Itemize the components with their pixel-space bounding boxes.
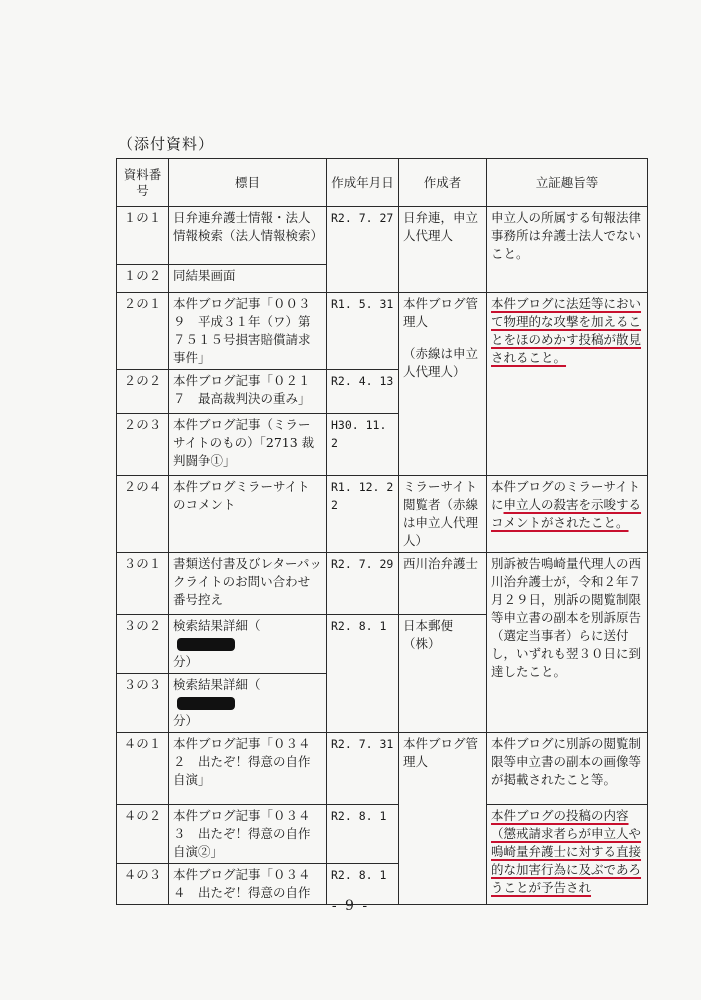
header-date: 作成年月日 — [327, 159, 399, 207]
row-purpose: 申立人の所属する旬報法律事務所は弁護士法人でないこと。 — [487, 207, 648, 293]
header-author: 作成者 — [399, 159, 487, 207]
row-date: R1. 12. 22 — [327, 476, 399, 553]
title-text-end: 分） — [173, 654, 199, 669]
row-purpose: 本件ブログに別訴の閲覧制限等申立書の副本の画像等が掲載されたこと等。 — [487, 733, 648, 805]
title-text: 検索結果詳細（ — [173, 618, 261, 633]
page-number: - 9 - — [331, 898, 370, 914]
row-num: １の１ — [117, 207, 169, 265]
row-num: ４の１ — [117, 733, 169, 805]
row-title: 本件ブログ記事「０３４２ 出たぞ！得意の自作自演」 — [169, 733, 327, 805]
row-title: 同結果画面 — [169, 265, 327, 293]
row-num: ３の１ — [117, 553, 169, 615]
row-title: 本件ブログ記事「００３９ 平成３１年（ワ）第７５１５号損害賠償請求事件」 — [169, 293, 327, 370]
row-title: 本件ブログ記事「０２１７ 最高裁判決の重み」 — [169, 370, 327, 414]
row-title: 本件ブログ記事「０３４４ 出たぞ！得意の自作 — [169, 864, 327, 905]
redaction-mark — [177, 697, 235, 710]
row-title — [169, 674, 327, 733]
title-text: 検索結果詳細（ — [173, 677, 261, 692]
row-author: 日本郵便（株） — [399, 615, 487, 733]
header-num: 資料番号 — [117, 159, 169, 207]
underlined-text: 申立人の殺害を示唆するコメントがされたこと。 — [491, 497, 642, 530]
table-row — [117, 207, 648, 265]
row-num: ２の３ — [117, 414, 169, 476]
row-title: 本件ブログ記事「０３４３ 出たぞ！得意の自作自演②」 — [169, 805, 327, 864]
table-row — [117, 733, 648, 805]
row-title: 本件ブログミラーサイトのコメント — [169, 476, 327, 553]
table-row — [117, 293, 648, 370]
underlined-text: 本件ブログの投稿の内容（懲戒請求者らが申立人や鳴崎量弁護士に対する直接的な加害行為に及ぶであろうことが予告され — [491, 808, 642, 895]
row-num: １の２ — [117, 265, 169, 293]
header-title: 標目 — [169, 159, 327, 207]
row-author: 西川治弁護士 — [399, 553, 487, 615]
attachment-table — [116, 158, 648, 905]
row-date: R2. 7. 27 — [327, 207, 399, 293]
row-title: 書類送付書及びレターパックライトのお問い合わせ番号控え — [169, 553, 327, 615]
author-note: （赤線は申立人代理人） — [403, 346, 479, 379]
row-date: R2. 4. 13 — [327, 370, 399, 414]
table-row — [117, 805, 648, 864]
row-purpose — [487, 476, 648, 553]
row-author: 日弁連，申立人代理人 — [399, 207, 487, 293]
row-purpose — [487, 293, 648, 476]
row-date: R2. 8. 1 — [327, 805, 399, 864]
row-date: R1. 5. 31 — [327, 293, 399, 370]
title-text-end: 分） — [173, 713, 199, 728]
row-date: R2. 7. 29 — [327, 553, 399, 615]
row-purpose — [487, 805, 648, 905]
row-date: R2. 7. 31 — [327, 733, 399, 805]
row-title — [169, 615, 327, 674]
redaction-mark — [177, 638, 235, 651]
table-row — [117, 553, 648, 615]
header-purpose: 立証趣旨等 — [487, 159, 648, 207]
row-date: R2. 8. 1 — [327, 864, 399, 905]
row-num: ２の４ — [117, 476, 169, 553]
row-author: 本件ブログ管理人 — [399, 733, 487, 905]
row-author: ミラーサイト閲覧者（赤線は申立人代理人） — [399, 476, 487, 553]
row-title: 本件ブログ記事（ミラーサイトのもの）「2713 裁判闘争①」 — [169, 414, 327, 476]
attachment-heading: （添付資料） — [118, 135, 215, 153]
row-num: ２の２ — [117, 370, 169, 414]
row-num: ３の２ — [117, 615, 169, 674]
row-title: 日弁連弁護士情報・法人情報検索（法人情報検索） — [169, 207, 327, 265]
row-num: ３の３ — [117, 674, 169, 733]
underlined-text: 本件ブログに法廷等において物理的な攻撃を加えることをほのめかす投稿が散見されること。 — [491, 296, 642, 365]
row-num: ４の２ — [117, 805, 169, 864]
row-date: R2. 8. 1 — [327, 615, 399, 733]
row-purpose: 別訴被告鳴崎量代理人の西川治弁護士が，令和２年７月２９日，別訴の閲覧制限等申立書の副本を別訴原告（選定当事者）らに送付し，いずれも翌３０日に到達したこと。 — [487, 553, 648, 733]
row-num: ４の３ — [117, 864, 169, 905]
author-name: 本件ブログ管理人 — [403, 296, 479, 329]
purpose-text: 本件ブログのミラーサイトに — [491, 479, 641, 512]
row-num: ２の１ — [117, 293, 169, 370]
row-author — [399, 293, 487, 476]
row-date: H30. 11. 2 — [327, 414, 399, 476]
table-row — [117, 476, 648, 553]
table-header-row — [117, 159, 648, 207]
